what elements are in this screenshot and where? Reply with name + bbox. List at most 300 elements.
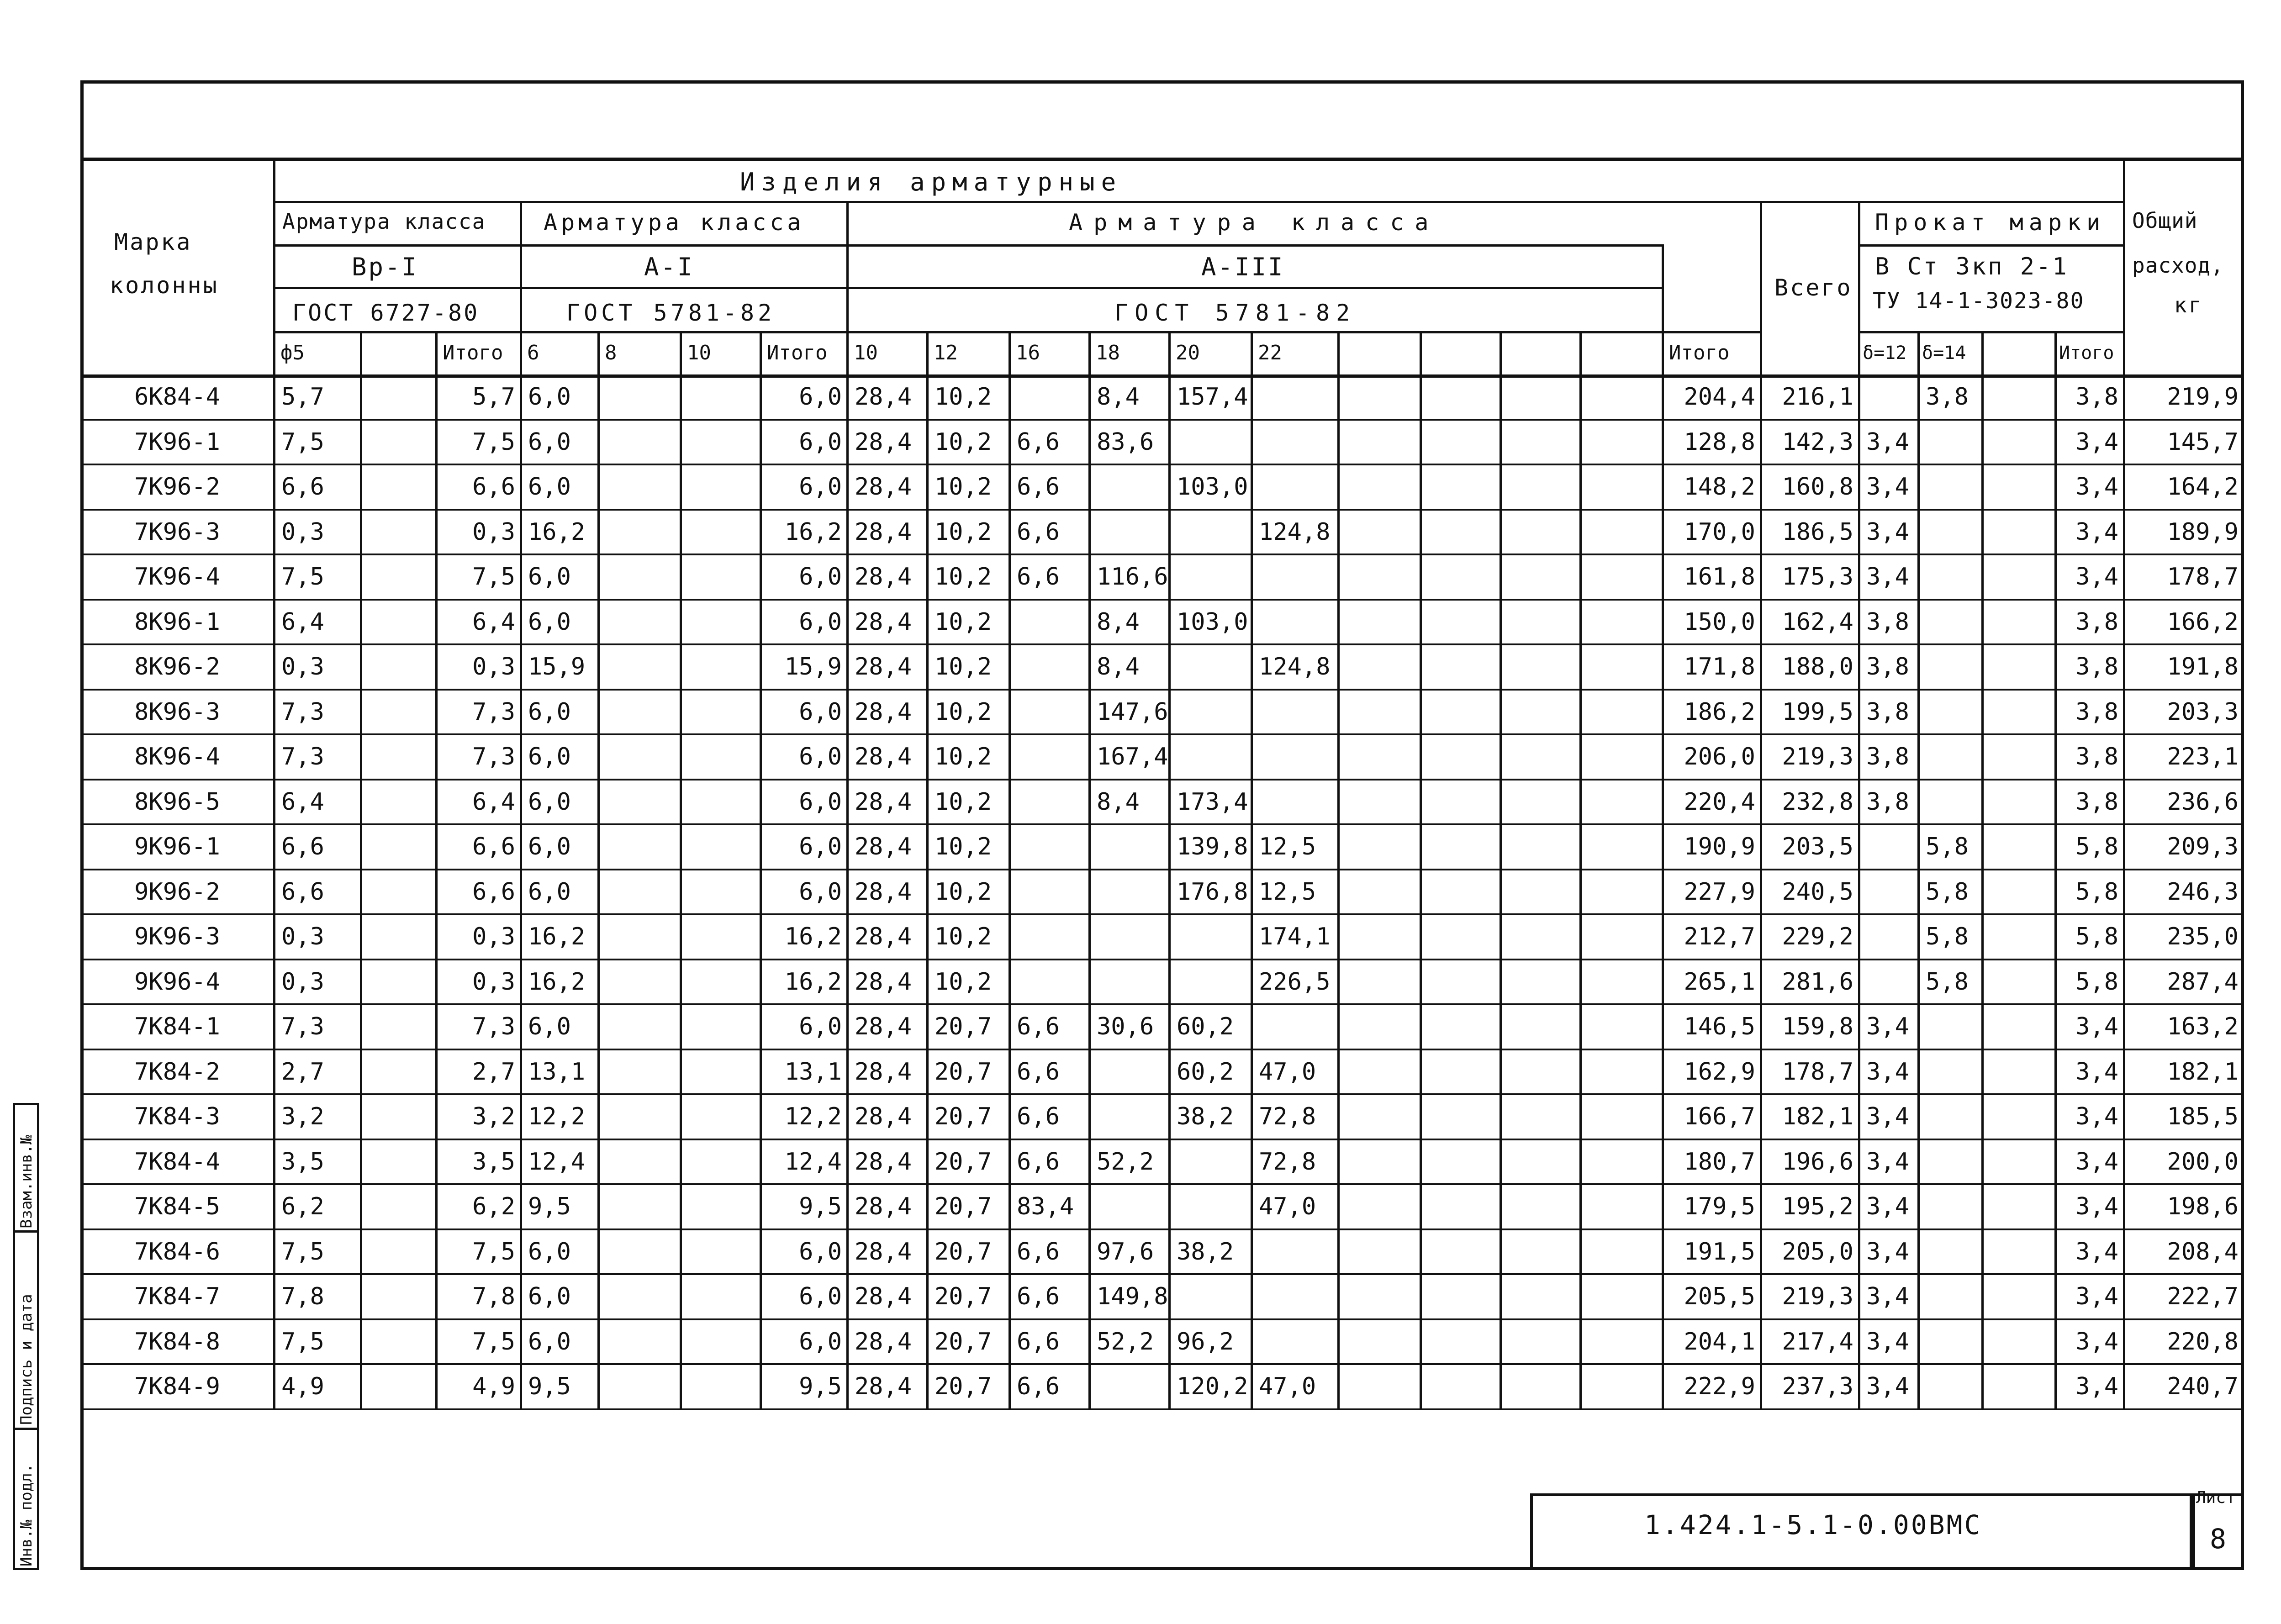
table-cell: 3,5 bbox=[281, 1148, 324, 1176]
table-cell: 3,4 bbox=[2075, 1283, 2118, 1311]
table-cell: 28,4 bbox=[855, 428, 912, 456]
table-cell: 28,4 bbox=[855, 383, 912, 411]
table-cell: 60,2 bbox=[1177, 1013, 1234, 1041]
table-cell: 246,3 bbox=[2167, 878, 2239, 906]
table-cell: 3,4 bbox=[2075, 1013, 2118, 1041]
column-rule bbox=[1579, 331, 1582, 1409]
table-cell: 186,2 bbox=[1684, 698, 1755, 726]
subheader-cell: Итого bbox=[1669, 341, 1730, 364]
table-cell: 3,4 bbox=[1866, 1013, 1909, 1041]
subheader-cell: 18 bbox=[1096, 341, 1120, 364]
table-cell: 3,8 bbox=[2075, 383, 2118, 411]
table-cell: 6,0 bbox=[528, 878, 571, 906]
a1-class: А-I bbox=[644, 253, 694, 281]
bp-class: Вр-I bbox=[352, 253, 419, 281]
table-cell: 16,2 bbox=[784, 968, 842, 996]
subheader-cell: 8 bbox=[605, 341, 617, 364]
table-cell: 28,4 bbox=[855, 833, 912, 861]
column-mark-cell: 9К96-4 bbox=[134, 968, 220, 996]
table-cell: 20,7 bbox=[935, 1193, 992, 1221]
table-cell: 219,3 bbox=[1782, 1283, 1853, 1311]
table-cell: 28,4 bbox=[855, 473, 912, 501]
table-cell: 3,4 bbox=[1866, 563, 1909, 591]
table-cell: 28,4 bbox=[855, 788, 912, 816]
table-cell: 9,5 bbox=[799, 1193, 842, 1221]
table-cell: 7,8 bbox=[281, 1283, 324, 1311]
table-cell: 47,0 bbox=[1259, 1373, 1316, 1401]
table-cell: 52,2 bbox=[1097, 1328, 1154, 1355]
table-cell: 10,2 bbox=[935, 788, 992, 816]
table-cell: 28,4 bbox=[855, 1328, 912, 1355]
table-cell: 182,1 bbox=[2167, 1058, 2239, 1086]
table-cell: 6,6 bbox=[281, 473, 324, 501]
table-cell: 0,3 bbox=[281, 653, 324, 681]
column-rule bbox=[926, 331, 929, 1409]
table-cell: 180,7 bbox=[1684, 1148, 1755, 1176]
rolled-grade: В Ст 3кп 2-1 bbox=[1875, 253, 2069, 280]
subheader-cell: Итого bbox=[2059, 342, 2114, 364]
column-rule bbox=[680, 331, 682, 1409]
table-cell: 7,3 bbox=[472, 698, 515, 726]
table-cell: 38,2 bbox=[1177, 1238, 1234, 1265]
bp-group-title: Арматура класса bbox=[282, 209, 486, 234]
table-cell: 0,3 bbox=[281, 923, 324, 951]
table-cell: 3,8 bbox=[1866, 743, 1909, 771]
table-cell: 223,1 bbox=[2167, 743, 2239, 771]
table-cell: 3,4 bbox=[2075, 473, 2118, 501]
table-cell: 72,8 bbox=[1259, 1148, 1316, 1176]
table-cell: 28,4 bbox=[855, 1193, 912, 1221]
total-all-header: Всего bbox=[1774, 274, 1853, 301]
table-cell: 28,4 bbox=[855, 1058, 912, 1086]
table-cell: 20,7 bbox=[935, 1058, 992, 1086]
table-cell: 28,4 bbox=[855, 1283, 912, 1311]
table-cell: 13,1 bbox=[784, 1058, 842, 1086]
table-cell: 3,8 bbox=[2075, 608, 2118, 636]
table-cell: 7,5 bbox=[472, 1238, 515, 1265]
table-cell: 6,0 bbox=[528, 788, 571, 816]
table-cell: 161,8 bbox=[1684, 563, 1755, 591]
table-cell: 6,0 bbox=[799, 383, 842, 411]
table-cell: 5,7 bbox=[281, 383, 324, 411]
subheader-cell: 12 bbox=[934, 341, 958, 364]
column-rule bbox=[1168, 331, 1171, 1409]
table-cell: 3,8 bbox=[1866, 788, 1909, 816]
table-cell: 6,6 bbox=[1017, 1238, 1060, 1265]
table-cell: 6,0 bbox=[799, 833, 842, 861]
table-cell: 124,8 bbox=[1259, 653, 1331, 681]
table-cell: 6,6 bbox=[1017, 473, 1060, 501]
column-mark-cell: 7К84-8 bbox=[134, 1328, 220, 1355]
sheet-number: 8 bbox=[2210, 1523, 2227, 1555]
column-rule bbox=[597, 331, 600, 1409]
table-cell: 186,5 bbox=[1782, 518, 1853, 546]
table-cell: 10,2 bbox=[935, 698, 992, 726]
table-cell: 204,1 bbox=[1684, 1328, 1755, 1355]
column-mark-cell: 7К84-1 bbox=[134, 1013, 220, 1041]
table-cell: 4,9 bbox=[281, 1373, 324, 1401]
table-cell: 191,5 bbox=[1684, 1238, 1755, 1265]
subheader-cell: ф5 bbox=[280, 341, 305, 364]
rolled-title: Прокат марки bbox=[1875, 209, 2106, 236]
table-cell: 28,4 bbox=[855, 653, 912, 681]
side-label-replace: Взам.инв.№ bbox=[17, 1135, 36, 1229]
table-cell: 6,0 bbox=[799, 1328, 842, 1355]
column-mark-cell: 7К96-4 bbox=[134, 563, 220, 591]
table-cell: 6,6 bbox=[472, 473, 515, 501]
column-mark-cell: 9К96-2 bbox=[134, 878, 220, 906]
table-cell: 3,4 bbox=[2075, 428, 2118, 456]
table-cell: 162,9 bbox=[1684, 1058, 1755, 1086]
table-cell: 20,7 bbox=[935, 1373, 992, 1401]
table-cell: 6,0 bbox=[528, 383, 571, 411]
sheet-label: Лист bbox=[2196, 1488, 2236, 1507]
table-cell: 5,7 bbox=[472, 383, 515, 411]
table-cell: 7,5 bbox=[472, 563, 515, 591]
column-rule bbox=[520, 201, 522, 1409]
drawing-code: 1.424.1-5.1-0.00ВМС bbox=[1644, 1509, 1982, 1540]
table-cell: 10,2 bbox=[935, 923, 992, 951]
table-cell: 5,8 bbox=[2075, 878, 2118, 906]
table-cell: 28,4 bbox=[855, 923, 912, 951]
column-mark-cell: 7К84-4 bbox=[134, 1148, 220, 1176]
column-rule bbox=[2054, 331, 2057, 1409]
table-cell: 28,4 bbox=[855, 968, 912, 996]
table-cell: 200,0 bbox=[2167, 1148, 2239, 1176]
column-rule bbox=[1981, 331, 1984, 1409]
table-cell: 160,8 bbox=[1782, 473, 1853, 501]
table-cell: 6,0 bbox=[799, 608, 842, 636]
table-cell: 6,0 bbox=[799, 878, 842, 906]
table-cell: 240,7 bbox=[2167, 1373, 2239, 1401]
table-cell: 3,8 bbox=[1866, 698, 1909, 726]
table-cell: 6,4 bbox=[472, 608, 515, 636]
table-cell: 167,4 bbox=[1097, 743, 1168, 771]
table-cell: 232,8 bbox=[1782, 788, 1853, 816]
column-rule bbox=[1760, 201, 1762, 1409]
table-cell: 3,2 bbox=[472, 1103, 515, 1131]
table-cell: 16,2 bbox=[528, 968, 586, 996]
table-cell: 6,6 bbox=[472, 878, 515, 906]
table-cell: 198,6 bbox=[2167, 1193, 2239, 1221]
table-cell: 16,2 bbox=[528, 923, 586, 951]
table-cell: 178,7 bbox=[1782, 1058, 1853, 1086]
table-cell: 178,7 bbox=[2167, 563, 2239, 591]
table-cell: 10,2 bbox=[935, 608, 992, 636]
table-cell: 6,6 bbox=[281, 878, 324, 906]
table-cell: 6,0 bbox=[528, 1238, 571, 1265]
table-cell: 6,0 bbox=[528, 428, 571, 456]
table-cell: 7,5 bbox=[281, 563, 324, 591]
table-cell: 128,8 bbox=[1684, 428, 1755, 456]
table-cell: 146,5 bbox=[1684, 1013, 1755, 1041]
column-rule bbox=[1500, 331, 1502, 1409]
table-cell: 3,4 bbox=[2075, 1373, 2118, 1401]
table-cell: 222,7 bbox=[2167, 1283, 2239, 1311]
table-cell: 3,4 bbox=[2075, 1238, 2118, 1265]
column-mark-cell: 8К96-2 bbox=[134, 653, 220, 681]
table-cell: 220,8 bbox=[2167, 1328, 2239, 1355]
table-cell: 150,0 bbox=[1684, 608, 1755, 636]
table-cell: 3,8 bbox=[2075, 653, 2118, 681]
table-cell: 6,0 bbox=[799, 1283, 842, 1311]
table-cell: 20,7 bbox=[935, 1328, 992, 1355]
table-cell: 28,4 bbox=[855, 1013, 912, 1041]
table-cell: 166,7 bbox=[1684, 1103, 1755, 1131]
subheader-cell: 22 bbox=[1258, 341, 1282, 364]
table-cell: 3,5 bbox=[472, 1148, 515, 1176]
consumption-header-2: расход, bbox=[2132, 253, 2224, 278]
table-cell: 229,2 bbox=[1782, 923, 1853, 951]
table-cell: 6,0 bbox=[528, 743, 571, 771]
table-cell: 6,0 bbox=[528, 1328, 571, 1355]
table-cell: 6,0 bbox=[528, 608, 571, 636]
column-mark-cell: 7К96-2 bbox=[134, 473, 220, 501]
table-cell: 3,4 bbox=[2075, 1103, 2118, 1131]
table-cell: 28,4 bbox=[855, 1103, 912, 1131]
a1-group-title: Арматура класса bbox=[544, 209, 805, 236]
table-cell: 237,3 bbox=[1782, 1373, 1853, 1401]
table-cell: 3,8 bbox=[2075, 743, 2118, 771]
table-cell: 0,3 bbox=[472, 923, 515, 951]
table-cell: 47,0 bbox=[1259, 1193, 1316, 1221]
table-cell: 5,8 bbox=[1926, 923, 1969, 951]
a3-group-title: Арматура класса bbox=[1069, 209, 1440, 236]
side-divider bbox=[13, 1230, 39, 1233]
table-cell: 142,3 bbox=[1782, 428, 1853, 456]
table-cell: 7,5 bbox=[281, 1238, 324, 1265]
column-rule bbox=[360, 331, 362, 1409]
header-rule bbox=[274, 287, 1663, 289]
subheader-cell: 10 bbox=[854, 341, 878, 364]
table-cell: 9,5 bbox=[528, 1193, 571, 1221]
table-cell: 28,4 bbox=[855, 608, 912, 636]
table-cell: 6,6 bbox=[1017, 1328, 1060, 1355]
column-rule bbox=[846, 201, 849, 1409]
table-cell: 6,0 bbox=[528, 563, 571, 591]
table-cell: 3,2 bbox=[281, 1103, 324, 1131]
table-cell: 217,4 bbox=[1782, 1328, 1853, 1355]
subheader-cell: 6 bbox=[527, 341, 539, 364]
table-cell: 12,2 bbox=[784, 1103, 842, 1131]
table-cell: 3,4 bbox=[2075, 518, 2118, 546]
table-cell: 6,0 bbox=[799, 473, 842, 501]
table-cell: 185,5 bbox=[2167, 1103, 2239, 1131]
table-cell: 12,5 bbox=[1259, 833, 1316, 861]
table-cell: 7,3 bbox=[281, 698, 324, 726]
subheader-cell: δ=12 bbox=[1863, 342, 1907, 364]
col-mark-label-1: Марка bbox=[114, 229, 192, 255]
column-mark-cell: 8К96-4 bbox=[134, 743, 220, 771]
table-cell: 159,8 bbox=[1782, 1013, 1853, 1041]
table-cell: 7,3 bbox=[472, 1013, 515, 1041]
table-cell: 208,4 bbox=[2167, 1238, 2239, 1265]
table-cell: 236,6 bbox=[2167, 788, 2239, 816]
table-cell: 10,2 bbox=[935, 473, 992, 501]
side-divider bbox=[13, 1428, 39, 1430]
column-rule bbox=[1251, 331, 1253, 1409]
column-rule bbox=[1420, 331, 1422, 1409]
column-mark-cell: 7К84-5 bbox=[134, 1193, 220, 1221]
table-cell: 175,3 bbox=[1782, 563, 1853, 591]
table-cell: 10,2 bbox=[935, 428, 992, 456]
column-mark-cell: 7К96-3 bbox=[134, 518, 220, 546]
header-rule bbox=[274, 331, 1761, 333]
header-rule bbox=[1859, 331, 2124, 333]
table-cell: 52,2 bbox=[1097, 1148, 1154, 1176]
table-cell: 116,6 bbox=[1097, 563, 1168, 591]
table-cell: 219,9 bbox=[2167, 383, 2239, 411]
table-cell: 16,2 bbox=[528, 518, 586, 546]
table-cell: 163,2 bbox=[2167, 1013, 2239, 1041]
table-cell: 6,6 bbox=[1017, 1283, 1060, 1311]
table-cell: 3,4 bbox=[1866, 1058, 1909, 1086]
table-cell: 166,2 bbox=[2167, 608, 2239, 636]
column-rule bbox=[1088, 331, 1091, 1409]
column-rule bbox=[2123, 158, 2125, 1409]
table-cell: 3,8 bbox=[1926, 383, 1969, 411]
table-cell: 157,4 bbox=[1177, 383, 1248, 411]
table-cell: 6,6 bbox=[472, 833, 515, 861]
table-cell: 3,8 bbox=[2075, 788, 2118, 816]
a3-class: А-III bbox=[1201, 253, 1285, 281]
column-mark-cell: 7К84-7 bbox=[134, 1283, 220, 1311]
table-cell: 10,2 bbox=[935, 833, 992, 861]
table-cell: 8,4 bbox=[1097, 608, 1140, 636]
table-cell: 9,5 bbox=[528, 1373, 571, 1401]
table-cell: 5,8 bbox=[2075, 968, 2118, 996]
table-cell: 6,0 bbox=[528, 698, 571, 726]
table-cell: 12,2 bbox=[528, 1103, 586, 1131]
column-rule bbox=[1917, 331, 1920, 1409]
table-cell: 2,7 bbox=[281, 1058, 324, 1086]
table-cell: 6,6 bbox=[1017, 1013, 1060, 1041]
table-cell: 4,9 bbox=[472, 1373, 515, 1401]
table-cell: 6,4 bbox=[281, 608, 324, 636]
table-cell: 174,1 bbox=[1259, 923, 1331, 951]
table-cell: 6,4 bbox=[281, 788, 324, 816]
table-cell: 179,5 bbox=[1684, 1193, 1755, 1221]
table-cell: 3,4 bbox=[1866, 518, 1909, 546]
table-cell: 97,6 bbox=[1097, 1238, 1154, 1265]
table-cell: 6,0 bbox=[528, 473, 571, 501]
table-cell: 240,5 bbox=[1782, 878, 1853, 906]
column-rule bbox=[1337, 331, 1340, 1409]
table-cell: 7,8 bbox=[472, 1283, 515, 1311]
header-rule bbox=[1859, 244, 2124, 247]
table-cell: 139,8 bbox=[1177, 833, 1248, 861]
table-cell: 219,3 bbox=[1782, 743, 1853, 771]
table-cell: 6,6 bbox=[1017, 1148, 1060, 1176]
table-cell: 3,8 bbox=[1866, 608, 1909, 636]
table-cell: 203,3 bbox=[2167, 698, 2239, 726]
table-cell: 20,7 bbox=[935, 1238, 992, 1265]
table-cell: 0,3 bbox=[281, 518, 324, 546]
table-cell: 171,8 bbox=[1684, 653, 1755, 681]
table-cell: 203,5 bbox=[1782, 833, 1853, 861]
table-cell: 287,4 bbox=[2167, 968, 2239, 996]
table-cell: 60,2 bbox=[1177, 1058, 1234, 1086]
table-cell: 10,2 bbox=[935, 878, 992, 906]
table-cell: 103,0 bbox=[1177, 608, 1248, 636]
table-cell: 147,6 bbox=[1097, 698, 1168, 726]
table-cell: 20,7 bbox=[935, 1013, 992, 1041]
table-cell: 6,0 bbox=[799, 788, 842, 816]
header-rule bbox=[274, 201, 2124, 203]
consumption-header-3: кг bbox=[2174, 293, 2203, 317]
table-cell: 16,2 bbox=[784, 923, 842, 951]
subheader-cell: Итого bbox=[767, 341, 828, 364]
table-cell: 188,0 bbox=[1782, 653, 1853, 681]
table-cell: 5,8 bbox=[2075, 923, 2118, 951]
column-mark-cell: 9К96-1 bbox=[134, 833, 220, 861]
table-cell: 176,8 bbox=[1177, 878, 1248, 906]
table-cell: 235,0 bbox=[2167, 923, 2239, 951]
table-cell: 6,0 bbox=[528, 833, 571, 861]
table-cell: 38,2 bbox=[1177, 1103, 1234, 1131]
table-cell: 10,2 bbox=[935, 518, 992, 546]
table-cell: 7,5 bbox=[281, 428, 324, 456]
table-cell: 28,4 bbox=[855, 743, 912, 771]
table-cell: 6,0 bbox=[528, 1013, 571, 1041]
table-cell: 227,9 bbox=[1684, 878, 1755, 906]
products-title: Изделия арматурные bbox=[740, 168, 1123, 196]
table-cell: 7,5 bbox=[472, 1328, 515, 1355]
table-cell: 83,4 bbox=[1017, 1193, 1074, 1221]
table-cell: 6,6 bbox=[1017, 1103, 1060, 1131]
table-cell: 281,6 bbox=[1782, 968, 1853, 996]
column-rule bbox=[1662, 331, 1664, 1409]
column-mark-cell: 8К96-3 bbox=[134, 698, 220, 726]
table-cell: 8,4 bbox=[1097, 653, 1140, 681]
column-mark-cell: 7К84-6 bbox=[134, 1238, 220, 1265]
table-cell: 16,2 bbox=[784, 518, 842, 546]
table-cell: 2,7 bbox=[472, 1058, 515, 1086]
table-cell: 5,8 bbox=[1926, 878, 1969, 906]
table-cell: 220,4 bbox=[1684, 788, 1755, 816]
table-cell: 149,8 bbox=[1097, 1283, 1168, 1311]
table-cell: 3,4 bbox=[2075, 1058, 2118, 1086]
table-cell: 0,3 bbox=[281, 968, 324, 996]
table-cell: 204,4 bbox=[1684, 383, 1755, 411]
table-cell: 28,4 bbox=[855, 1148, 912, 1176]
table-cell: 6,0 bbox=[528, 1283, 571, 1311]
table-cell: 196,6 bbox=[1782, 1148, 1853, 1176]
header-top-rule bbox=[80, 158, 2244, 161]
column-rule bbox=[1858, 201, 1860, 1409]
column-rule bbox=[435, 331, 438, 1409]
table-cell: 72,8 bbox=[1259, 1103, 1316, 1131]
table-cell: 6,6 bbox=[281, 833, 324, 861]
table-cell: 6,0 bbox=[799, 743, 842, 771]
table-cell: 148,2 bbox=[1684, 473, 1755, 501]
table-cell: 182,1 bbox=[1782, 1103, 1853, 1131]
table-cell: 47,0 bbox=[1259, 1058, 1316, 1086]
table-cell: 7,3 bbox=[472, 743, 515, 771]
table-cell: 30,6 bbox=[1097, 1013, 1154, 1041]
table-cell: 3,4 bbox=[1866, 473, 1909, 501]
table-cell: 96,2 bbox=[1177, 1328, 1234, 1355]
rolled-spec: ТУ 14-1-3023-80 bbox=[1873, 288, 2085, 314]
table-cell: 195,2 bbox=[1782, 1193, 1853, 1221]
column-rule bbox=[273, 158, 275, 1409]
table-cell: 189,9 bbox=[2167, 518, 2239, 546]
table-cell: 10,2 bbox=[935, 968, 992, 996]
table-cell: 222,9 bbox=[1684, 1373, 1755, 1401]
table-cell: 265,1 bbox=[1684, 968, 1755, 996]
table-cell: 6,4 bbox=[472, 788, 515, 816]
subheader-cell: Итого bbox=[443, 341, 503, 364]
